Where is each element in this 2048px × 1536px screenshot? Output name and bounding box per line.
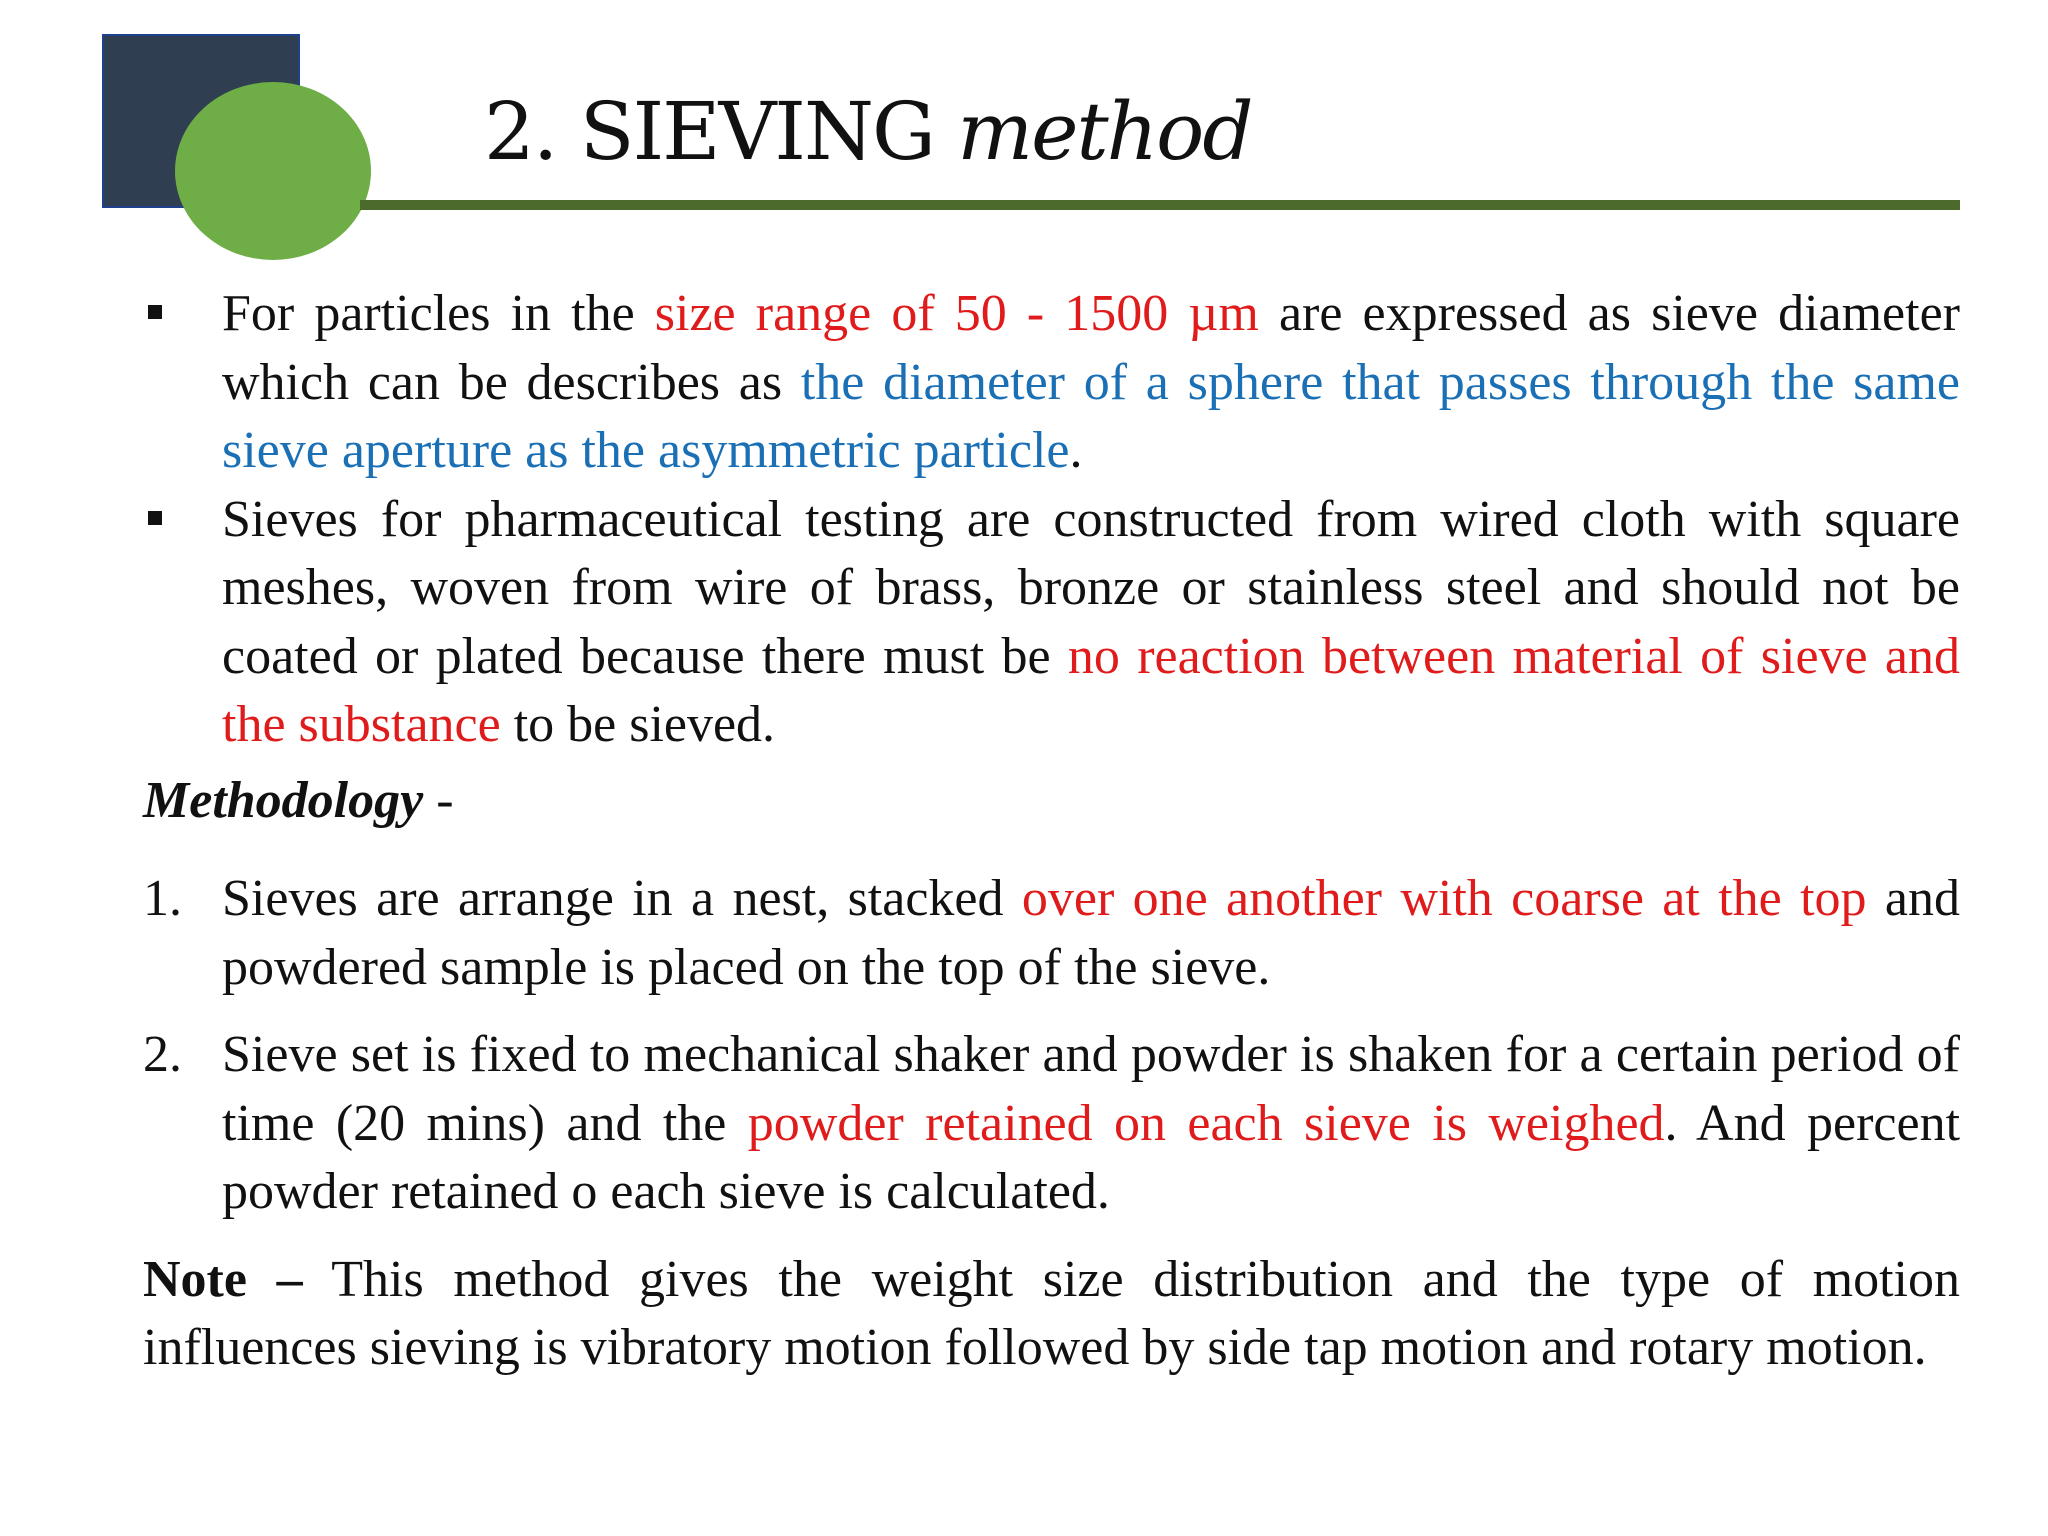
methodology-label: Methodology (143, 771, 424, 829)
highlight-red: size range of 50 - 1500 µm (654, 285, 1259, 342)
step-text: Sieves are arrange in a nest, stacked (222, 870, 1022, 927)
step-text: . And percent powder retained o each sieve is calculated. (222, 1094, 1961, 1220)
note-paragraph (143, 1246, 1960, 1383)
highlight-red: no reaction between material of sieve and the substance (222, 627, 1960, 753)
square-bullet-icon (148, 511, 162, 525)
note-text: This method gives the weight size distribution and the type of motion influences sieving is vibratory motion followed by side tap motion and rotary motion. (143, 1250, 1960, 1376)
decorative-circle (175, 82, 371, 260)
bullet-text: For particles in the (222, 285, 655, 342)
title-underline (360, 200, 1960, 210)
bullet-item (143, 486, 1960, 760)
step-item (143, 865, 1960, 1002)
bullet-text: to be sieved. (500, 696, 776, 753)
highlight-red: over one another with coarse at the top (1021, 870, 1867, 927)
slide-title (484, 85, 1252, 178)
bullet-item (143, 280, 1960, 486)
title-prefix: 2. SIEVING (484, 85, 934, 178)
title-suffix: method (957, 85, 1252, 178)
bullet-text: . (1069, 422, 1083, 479)
step-text: Sieve set is fixed to mechanical shaker and powder is shaken for a certain period of time (20 mins) and the (222, 1026, 1960, 1152)
bullet-text: Sieves for pharmaceutical testing are constructed from wired cloth with square meshes, woven from wire of brass, bronze or stainless steel and should not be coated or plated because there must be (222, 490, 1960, 685)
step-text: and powdered sample is placed on the top of the sieve. (222, 870, 1960, 996)
slide-content (143, 280, 1960, 1383)
highlight-red: powder retained on each sieve is weighed (747, 1094, 1665, 1152)
highlight-blue: the diameter of a sphere that passes through the same sieve aperture as the asymmetric particle (222, 353, 1961, 479)
methodology-heading (143, 767, 1960, 836)
square-bullet-icon (148, 305, 162, 319)
note-label: Note – (143, 1250, 303, 1308)
methodology-dash: - (423, 771, 454, 829)
step-item (143, 1021, 1960, 1227)
bullet-text: are expressed as sieve diameter which can be describes as (222, 285, 1960, 411)
step-number: 2. (143, 1026, 182, 1083)
step-number: 1. (143, 870, 182, 927)
